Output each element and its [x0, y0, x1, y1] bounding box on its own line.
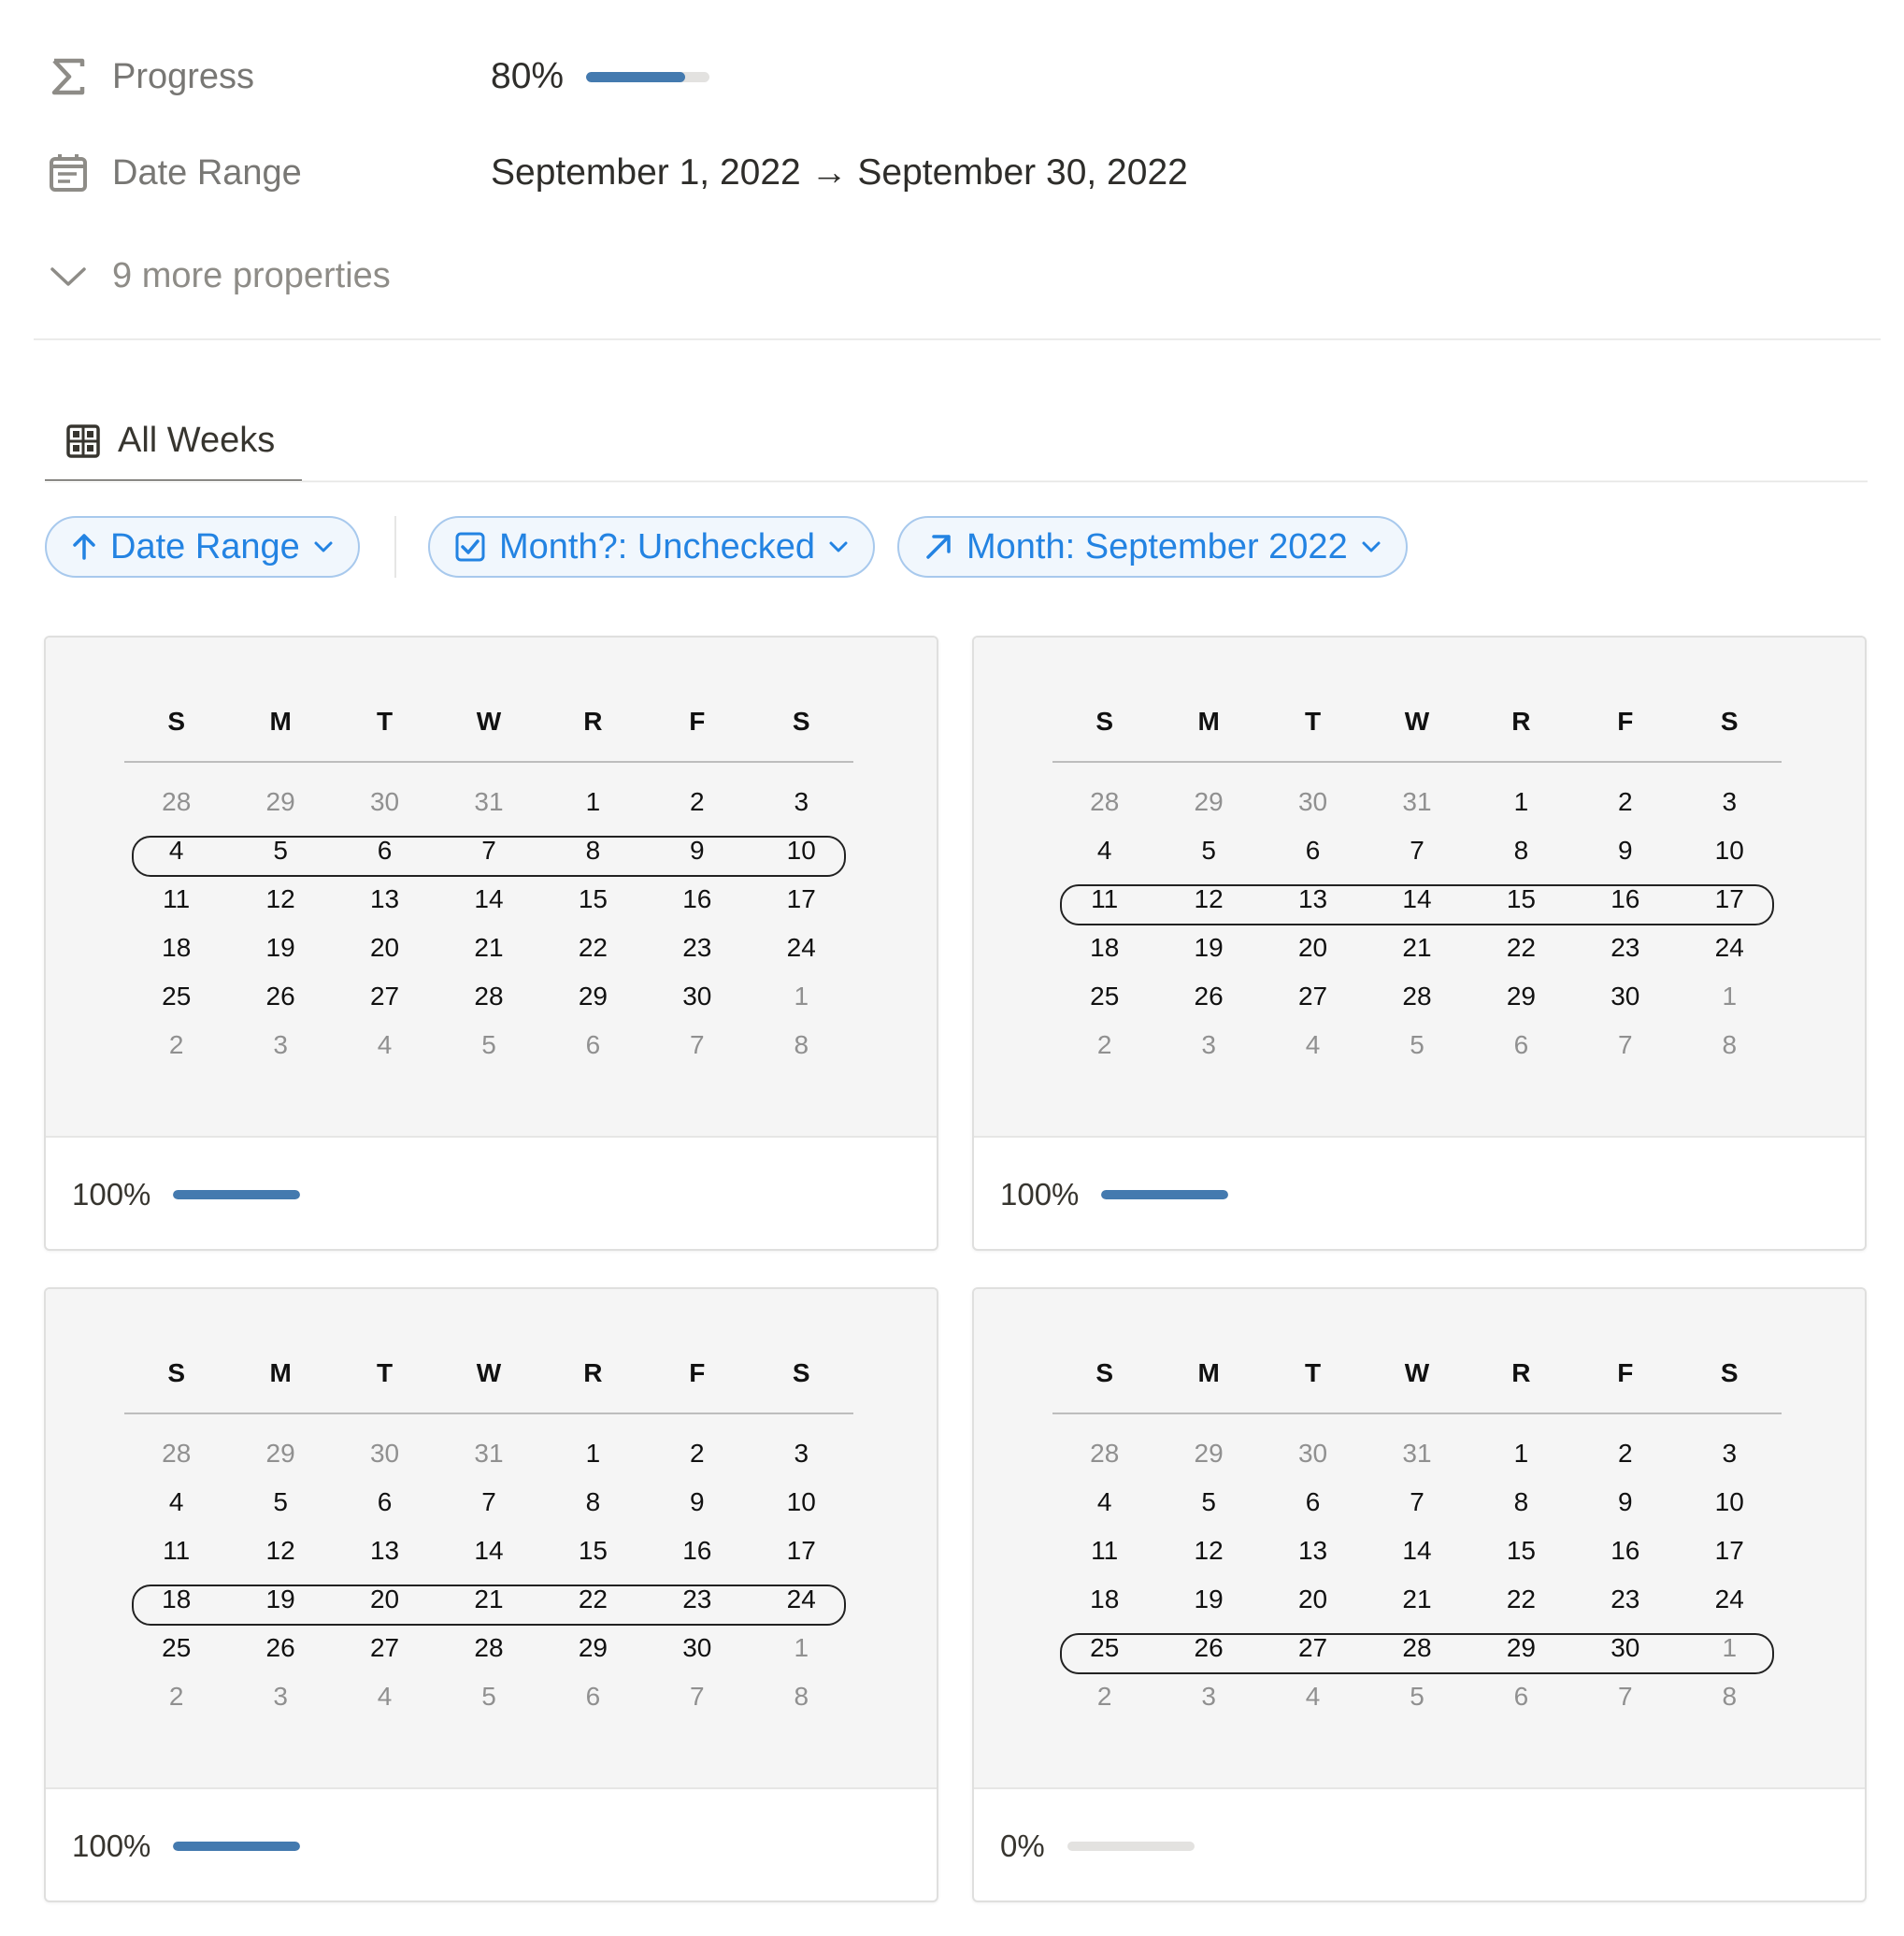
calendar-day: 12 — [265, 1536, 295, 1565]
weekday-label: W — [476, 707, 502, 736]
calendar-day: 18 — [1090, 1585, 1120, 1613]
weekday-label: T — [377, 1358, 394, 1387]
weekday-label: F — [1617, 1358, 1634, 1387]
calendar-day: 4 — [1305, 1030, 1321, 1059]
date-range-label: Date Range — [112, 152, 302, 193]
calendar-day: 11 — [1091, 884, 1119, 913]
weekday-label: W — [1404, 1358, 1430, 1387]
card-progress-fill — [173, 1190, 300, 1199]
calendar-day: 5 — [481, 1682, 496, 1711]
calendar-day: 4 — [1305, 1682, 1321, 1711]
week-card[interactable] — [972, 1287, 1867, 1902]
weekday-label: F — [689, 1358, 706, 1387]
calendar-day: 19 — [265, 1585, 295, 1613]
calendar-day: 1 — [585, 1439, 601, 1468]
arrow-up-right-icon — [923, 532, 953, 562]
week-row — [124, 1478, 853, 1527]
calendar-day: 22 — [578, 933, 608, 962]
calendar-day: 24 — [786, 1585, 816, 1613]
date-range-value[interactable]: September 1, 2022 → September 30, 2022 — [491, 152, 1188, 193]
weekday-label: T — [377, 707, 394, 736]
weekday-label: S — [167, 1358, 186, 1387]
calendar-day: 27 — [1297, 982, 1328, 1011]
calendar-day: 29 — [265, 787, 295, 816]
week-row — [1052, 826, 1782, 875]
calendar-day: 3 — [1201, 1030, 1216, 1059]
mini-calendar — [124, 1345, 853, 1721]
calendar-day: 8 — [794, 1682, 809, 1711]
calendar-day: 14 — [474, 884, 504, 913]
calendar-day: 28 — [1402, 982, 1432, 1011]
mini-calendar — [124, 694, 853, 1069]
calendar-day: 6 — [585, 1682, 601, 1711]
calendar-day: 18 — [162, 933, 192, 962]
calendar-cover — [974, 1289, 1865, 1789]
tab-all-weeks[interactable] — [45, 402, 302, 482]
calendar-day: 30 — [682, 1633, 712, 1662]
week-row — [124, 875, 853, 924]
calendar-day: 26 — [265, 1633, 295, 1662]
calendar-day: 22 — [1506, 933, 1536, 962]
chevron-down-icon — [311, 535, 336, 559]
week-row — [1052, 972, 1782, 1021]
calendar-day: 9 — [1618, 1487, 1633, 1516]
calendar-day: 30 — [1611, 982, 1640, 1011]
calendar-day: 15 — [578, 1536, 608, 1565]
calendar-day: 6 — [1305, 836, 1321, 865]
calendar-day: 29 — [578, 982, 608, 1011]
date-range-property-row — [47, 145, 1355, 201]
calendar-day: 4 — [168, 836, 184, 865]
calendar-day: 11 — [163, 884, 191, 913]
sort-chip-label: Date Range — [110, 526, 300, 566]
calendar-day: 23 — [1611, 1585, 1640, 1613]
calendar-day: 29 — [265, 1439, 295, 1468]
calendar-day: 2 — [168, 1030, 184, 1059]
calendar-day: 19 — [1194, 933, 1224, 962]
chip-separator — [394, 516, 396, 578]
calendar-day: 8 — [1722, 1682, 1738, 1711]
week-row — [124, 1624, 853, 1672]
weekday-label: F — [1617, 707, 1634, 736]
weekday-header — [124, 1345, 853, 1401]
weekday-label: M — [1197, 1358, 1220, 1387]
calendar-day: 25 — [1090, 982, 1120, 1011]
calendar-day: 6 — [377, 836, 393, 865]
calendar-day: 5 — [1410, 1030, 1424, 1059]
calendar-day: 1 — [1513, 787, 1529, 816]
week-row — [124, 1429, 853, 1478]
calendar-rule — [1052, 761, 1782, 763]
calendar-day: 30 — [369, 1439, 400, 1468]
chevron-down-icon — [47, 254, 90, 297]
calendar-day: 30 — [1297, 1439, 1328, 1468]
highlighted-week-row — [124, 1575, 853, 1624]
weekday-label: R — [583, 1358, 603, 1387]
calendar-day: 23 — [1611, 933, 1640, 962]
calendar-day: 23 — [682, 1585, 712, 1613]
weekday-label: F — [689, 707, 706, 736]
week-row — [124, 1527, 853, 1575]
filter-chip-month-checkbox[interactable] — [428, 516, 875, 578]
week-row — [1052, 1672, 1782, 1721]
calendar-day: 31 — [1402, 787, 1432, 816]
calendar-day: 3 — [1722, 1439, 1738, 1468]
calendar-day: 16 — [682, 884, 712, 913]
sort-chip-date-range[interactable] — [45, 516, 360, 578]
calendar-day: 8 — [1513, 836, 1529, 865]
calendar-day: 26 — [1194, 982, 1224, 1011]
calendar-day: 8 — [794, 1030, 809, 1059]
calendar-day: 14 — [1402, 1536, 1432, 1565]
card-progress-percent: 100% — [72, 1176, 151, 1212]
calendar-day: 29 — [1506, 982, 1536, 1011]
weekday-label: R — [1511, 707, 1531, 736]
checkbox-icon — [454, 531, 486, 563]
calendar-day: 13 — [1297, 884, 1328, 913]
calendar-day: 7 — [481, 1487, 496, 1516]
calendar-day: 25 — [1090, 1633, 1120, 1662]
calendar-day: 21 — [474, 1585, 504, 1613]
calendar-day: 2 — [1096, 1682, 1112, 1711]
card-progress-bar — [1067, 1842, 1195, 1851]
calendar-day: 15 — [578, 884, 608, 913]
calendar-day: 16 — [682, 1536, 712, 1565]
calendar-day: 1 — [794, 1633, 809, 1662]
calendar-day: 14 — [474, 1536, 504, 1565]
calendar-rule — [124, 761, 853, 763]
calendar-day: 28 — [1090, 787, 1120, 816]
calendar-day: 8 — [585, 1487, 601, 1516]
calendar-day: 27 — [1297, 1633, 1328, 1662]
filter-chip-relation-label: Month: September 2022 — [966, 526, 1348, 566]
card-progress-bar — [1101, 1190, 1228, 1199]
calendar-rule — [124, 1413, 853, 1414]
card-progress-percent: 0% — [1000, 1828, 1045, 1863]
calendar-cover — [46, 638, 937, 1138]
calendar-day: 19 — [1194, 1585, 1224, 1613]
calendar-day: 20 — [369, 1585, 400, 1613]
highlighted-week-row — [1052, 1624, 1782, 1672]
calendar-day: 8 — [1513, 1487, 1529, 1516]
card-progress-bar — [173, 1190, 300, 1199]
calendar-day: 19 — [265, 933, 295, 962]
calendar-day: 12 — [265, 884, 295, 913]
calendar-day: 16 — [1611, 884, 1640, 913]
calendar-day: 1 — [1722, 1633, 1738, 1662]
weekday-label: S — [1720, 1358, 1739, 1387]
weekday-label: S — [1095, 707, 1114, 736]
calendar-day: 15 — [1506, 884, 1536, 913]
calendar-cover — [974, 638, 1865, 1138]
calendar-day: 7 — [690, 1030, 705, 1059]
weekday-label: T — [1305, 1358, 1322, 1387]
calendar-day: 17 — [1714, 884, 1744, 913]
calendar-day: 30 — [682, 982, 712, 1011]
calendar-day: 8 — [585, 836, 601, 865]
week-row — [124, 1672, 853, 1721]
calendar-day: 26 — [265, 982, 295, 1011]
calendar-day: 21 — [1402, 1585, 1432, 1613]
calendar-day: 7 — [1410, 1487, 1424, 1516]
calendar-day: 1 — [585, 787, 601, 816]
tab-label: All Weeks — [118, 421, 276, 460]
calendar-day: 10 — [786, 836, 816, 865]
calendar-day: 7 — [481, 836, 496, 865]
calendar-day: 17 — [786, 884, 816, 913]
weekday-label: T — [1305, 707, 1322, 736]
weekday-label: M — [269, 1358, 292, 1387]
calendar-day: 31 — [1402, 1439, 1432, 1468]
calendar-day: 29 — [1194, 787, 1224, 816]
calendar-day: 30 — [1297, 787, 1328, 816]
filter-chip-month-relation[interactable] — [897, 516, 1408, 578]
week-card[interactable] — [972, 636, 1867, 1251]
calendar-day: 6 — [1305, 1487, 1321, 1516]
calendar-day: 13 — [369, 884, 400, 913]
calendar-day: 26 — [1194, 1633, 1224, 1662]
weekday-label: M — [1197, 707, 1220, 736]
calendar-day: 20 — [1297, 1585, 1328, 1613]
calendar-day: 28 — [162, 1439, 192, 1468]
card-progress-fill — [1101, 1190, 1228, 1199]
weekday-header — [1052, 694, 1782, 750]
gallery-icon — [65, 423, 101, 459]
calendar-day: 1 — [1722, 982, 1738, 1011]
calendar-day: 21 — [474, 933, 504, 962]
chevron-down-icon — [1359, 535, 1383, 559]
calendar-day: 6 — [1513, 1682, 1529, 1711]
calendar-day: 24 — [786, 933, 816, 962]
progress-percent: 80% — [491, 56, 565, 96]
card-footer — [46, 1140, 937, 1249]
calendar-day: 24 — [1714, 933, 1744, 962]
week-card[interactable] — [44, 636, 938, 1251]
calendar-day: 5 — [273, 836, 288, 865]
calendar-day: 7 — [1618, 1030, 1633, 1059]
calendar-day: 4 — [1096, 836, 1112, 865]
calendar-day: 16 — [1611, 1536, 1640, 1565]
calendar-cover — [46, 1289, 937, 1789]
weekday-header — [124, 694, 853, 750]
calendar-day: 5 — [1201, 836, 1216, 865]
weekday-label: S — [1095, 1358, 1114, 1387]
calendar-day: 5 — [481, 1030, 496, 1059]
calendar-day: 6 — [585, 1030, 601, 1059]
calendar-day: 7 — [690, 1682, 705, 1711]
calendar-day: 28 — [474, 1633, 504, 1662]
calendar-rule — [1052, 1413, 1782, 1414]
calendar-day: 28 — [162, 787, 192, 816]
calendar-day: 18 — [162, 1585, 192, 1613]
card-footer — [974, 1791, 1865, 1900]
progress-bar — [586, 72, 709, 82]
calendar-day: 28 — [1402, 1633, 1432, 1662]
calendar-day: 9 — [690, 836, 705, 865]
calendar-day: 9 — [690, 1487, 705, 1516]
weekday-label: S — [1720, 707, 1739, 736]
weekday-header — [1052, 1345, 1782, 1401]
arrow-up-icon — [71, 532, 97, 562]
card-progress-percent: 100% — [72, 1828, 151, 1863]
calendar-day: 17 — [1714, 1536, 1744, 1565]
calendar-day: 3 — [1201, 1682, 1216, 1711]
mini-calendar — [1052, 694, 1782, 1069]
calendar-day: 13 — [1297, 1536, 1328, 1565]
calendar-day: 12 — [1194, 1536, 1224, 1565]
calendar-day: 30 — [369, 787, 400, 816]
chevron-down-icon — [826, 535, 851, 559]
progress-bar-fill — [586, 72, 685, 82]
weekday-label: S — [792, 1358, 810, 1387]
calendar-day: 7 — [1410, 836, 1424, 865]
mini-calendar — [1052, 1345, 1782, 1721]
weekday-label: S — [167, 707, 186, 736]
calendar-day: 2 — [1096, 1030, 1112, 1059]
calendar-day: 23 — [682, 933, 712, 962]
calendar-day: 9 — [1618, 836, 1633, 865]
calendar-day: 25 — [162, 982, 192, 1011]
calendar-day: 24 — [1714, 1585, 1744, 1613]
calendar-day: 2 — [690, 787, 705, 816]
weekday-label: W — [476, 1358, 502, 1387]
week-row — [124, 778, 853, 826]
sigma-icon — [47, 55, 90, 98]
calendar-day: 31 — [474, 1439, 504, 1468]
calendar-day: 12 — [1194, 884, 1224, 913]
calendar-day: 22 — [1506, 1585, 1536, 1613]
calendar-day: 20 — [369, 933, 400, 962]
highlighted-week-row — [124, 826, 853, 875]
calendar-day: 20 — [1297, 933, 1328, 962]
card-progress-percent: 100% — [1000, 1176, 1080, 1212]
week-row — [1052, 778, 1782, 826]
week-row — [124, 1021, 853, 1069]
calendar-day: 3 — [794, 1439, 809, 1468]
card-footer — [974, 1140, 1865, 1249]
calendar-day: 4 — [168, 1487, 184, 1516]
calendar-day: 1 — [794, 982, 809, 1011]
calendar-icon — [47, 151, 90, 194]
week-card[interactable] — [44, 1287, 938, 1902]
week-row — [1052, 1021, 1782, 1069]
calendar-day: 29 — [578, 1633, 608, 1662]
week-row — [1052, 924, 1782, 972]
calendar-day: 3 — [273, 1030, 288, 1059]
weekday-label: W — [1404, 707, 1430, 736]
calendar-day: 2 — [168, 1682, 184, 1711]
calendar-day: 6 — [377, 1487, 393, 1516]
tab-underline — [45, 480, 1868, 482]
weekday-label: R — [583, 707, 603, 736]
calendar-day: 1 — [1513, 1439, 1529, 1468]
calendar-day: 29 — [1506, 1633, 1536, 1662]
calendar-day: 4 — [377, 1682, 393, 1711]
calendar-day: 2 — [1618, 787, 1633, 816]
calendar-day: 22 — [578, 1585, 608, 1613]
calendar-day: 10 — [1714, 836, 1744, 865]
week-row — [124, 972, 853, 1021]
calendar-day: 7 — [1618, 1682, 1633, 1711]
calendar-day: 3 — [273, 1682, 288, 1711]
progress-value[interactable] — [491, 56, 709, 97]
card-progress-bar — [173, 1842, 300, 1851]
week-row — [1052, 1478, 1782, 1527]
week-row — [1052, 1527, 1782, 1575]
calendar-day: 4 — [1096, 1487, 1112, 1516]
more-properties-label: 9 more properties — [112, 255, 391, 295]
calendar-day: 11 — [1091, 1536, 1119, 1565]
calendar-day: 17 — [786, 1536, 816, 1565]
calendar-day: 5 — [1410, 1682, 1424, 1711]
week-row — [1052, 1575, 1782, 1624]
calendar-day: 29 — [1194, 1439, 1224, 1468]
calendar-day: 28 — [474, 982, 504, 1011]
calendar-day: 14 — [1402, 884, 1432, 913]
divider — [34, 338, 1881, 340]
calendar-day: 13 — [369, 1536, 400, 1565]
calendar-day: 5 — [273, 1487, 288, 1516]
calendar-day: 10 — [786, 1487, 816, 1516]
calendar-day: 3 — [794, 787, 809, 816]
progress-property-row — [47, 49, 981, 105]
weekday-label: M — [269, 707, 292, 736]
calendar-day: 2 — [690, 1439, 705, 1468]
calendar-day: 25 — [162, 1633, 192, 1662]
calendar-day: 2 — [1618, 1439, 1633, 1468]
calendar-day: 3 — [1722, 787, 1738, 816]
calendar-day: 6 — [1513, 1030, 1529, 1059]
more-properties-toggle[interactable] — [47, 248, 391, 304]
weekday-label: R — [1511, 1358, 1531, 1387]
calendar-day: 18 — [1090, 933, 1120, 962]
calendar-day: 21 — [1402, 933, 1432, 962]
card-footer — [46, 1791, 937, 1900]
calendar-day: 28 — [1090, 1439, 1120, 1468]
highlighted-week-row — [1052, 875, 1782, 924]
calendar-day: 11 — [163, 1536, 191, 1565]
calendar-day: 8 — [1722, 1030, 1738, 1059]
calendar-day: 30 — [1611, 1633, 1640, 1662]
filter-chip-checkbox-label: Month?: Unchecked — [499, 526, 815, 566]
calendar-day: 31 — [474, 787, 504, 816]
weekday-label: S — [792, 707, 810, 736]
card-progress-fill — [173, 1842, 300, 1851]
week-row — [1052, 1429, 1782, 1478]
calendar-day: 27 — [369, 1633, 400, 1662]
calendar-day: 4 — [377, 1030, 393, 1059]
week-row — [124, 924, 853, 972]
progress-label: Progress — [112, 56, 255, 96]
calendar-day: 27 — [369, 982, 400, 1011]
calendar-day: 15 — [1506, 1536, 1536, 1565]
calendar-day: 5 — [1201, 1487, 1216, 1516]
calendar-day: 10 — [1714, 1487, 1744, 1516]
